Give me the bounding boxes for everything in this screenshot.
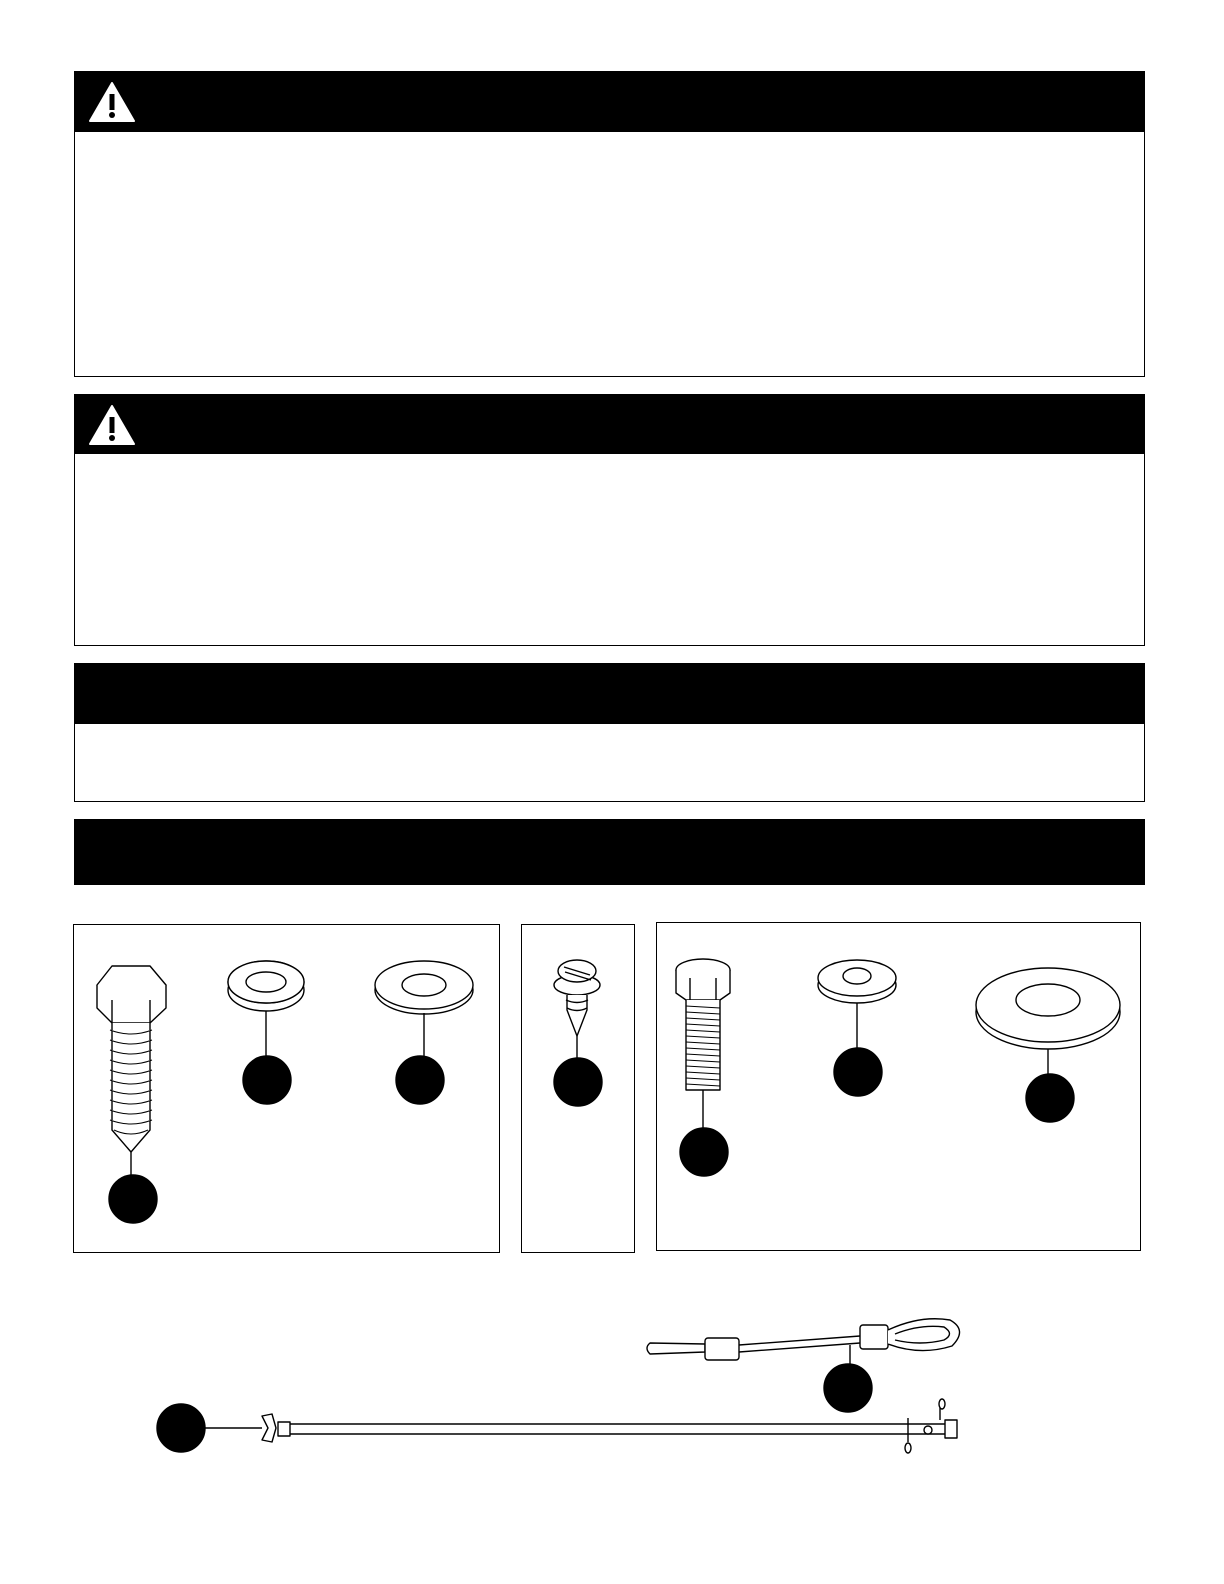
callout-dot (824, 1364, 872, 1412)
callout-dot (554, 1058, 602, 1106)
lag-screw-icon (97, 966, 166, 1176)
callout-dot (396, 1056, 444, 1104)
hex-bolt-icon (676, 959, 730, 1128)
cable-assembly-icon (647, 1319, 960, 1364)
lock-washer-icon (228, 961, 304, 1056)
callout-dot (157, 1404, 205, 1452)
callout-dot (680, 1128, 728, 1176)
callout-dot (243, 1056, 291, 1104)
callout-dot (109, 1175, 157, 1223)
callout-dot (1026, 1074, 1074, 1122)
flat-washer-icon (375, 961, 473, 1056)
callout-dot (834, 1048, 882, 1096)
large-fender-washer-icon (976, 968, 1120, 1074)
self-tapping-screw-icon (554, 960, 600, 1058)
small-washer-icon (818, 960, 896, 1048)
